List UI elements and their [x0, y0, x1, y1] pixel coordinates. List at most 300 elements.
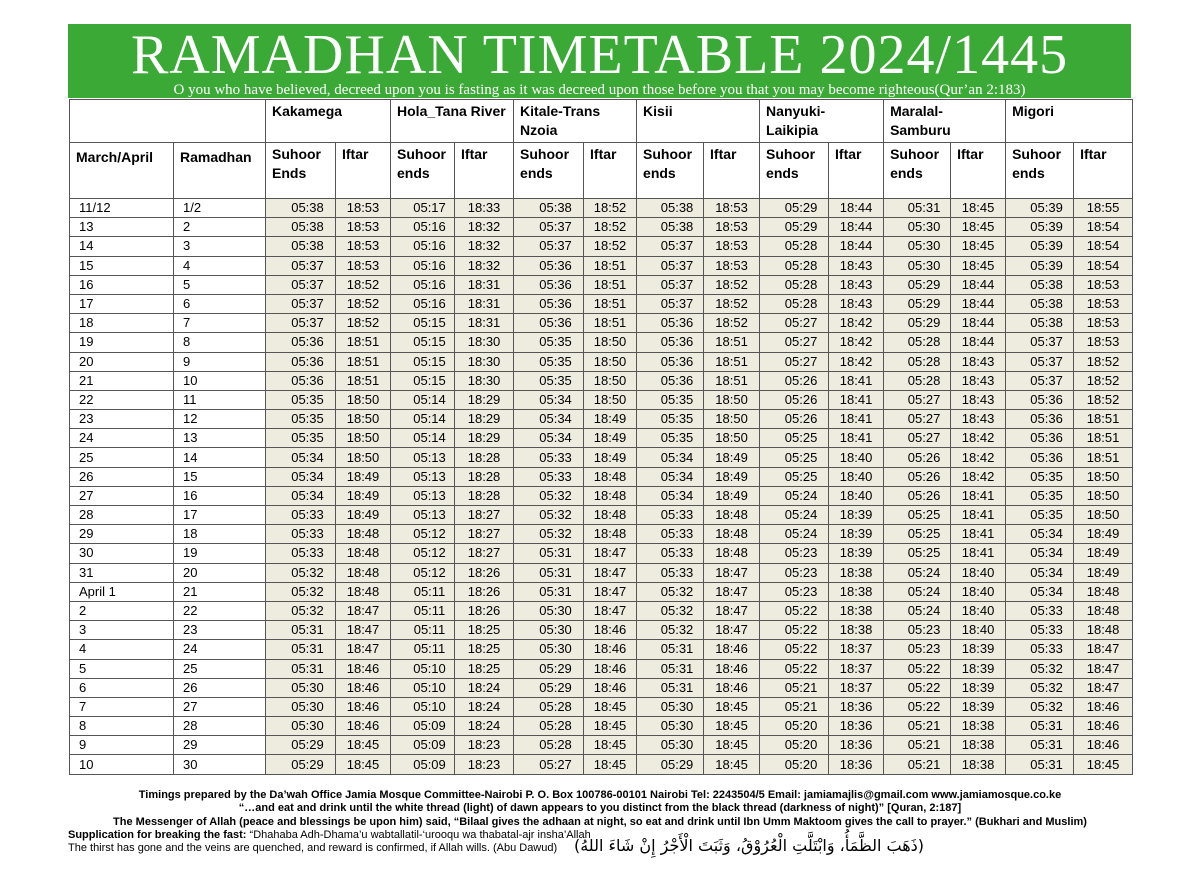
suhoor-time-cell: 05:35	[514, 333, 584, 352]
ramadhan-day-cell: 17	[174, 506, 266, 525]
suhoor-time-cell: 05:34	[637, 467, 704, 486]
iftar-time-cell: 18:39	[951, 678, 1006, 697]
date-cell: 25	[70, 448, 174, 467]
suhoor-time-cell: 05:33	[514, 448, 584, 467]
iftar-time-cell: 18:52	[1074, 352, 1133, 371]
ramadhan-day-cell: 10	[174, 371, 266, 390]
iftar-time-cell: 18:45	[951, 199, 1006, 218]
suhoor-time-cell: 05:30	[514, 640, 584, 659]
suhoor-time-cell: 05:33	[637, 506, 704, 525]
suhoor-time-cell: 05:26	[760, 371, 829, 390]
iftar-time-cell: 18:36	[829, 755, 884, 774]
suhoor-time-cell: 05:39	[1006, 256, 1074, 275]
table-row	[70, 717, 1133, 736]
suhoor-time-cell: 05:27	[884, 429, 951, 448]
suhoor-time-cell: 05:38	[1006, 275, 1074, 294]
iftar-time-cell: 18:50	[584, 333, 637, 352]
iftar-time-cell: 18:38	[951, 717, 1006, 736]
iftar-time-cell: 18:48	[336, 544, 391, 563]
suhoor-time-cell: 05:28	[760, 275, 829, 294]
table-row	[70, 410, 1133, 429]
date-cell: 17	[70, 294, 174, 313]
location-header: Hola_Tana River	[391, 100, 514, 143]
ramadhan-day-cell: 6	[174, 294, 266, 313]
table-row	[70, 659, 1133, 678]
iftar-time-cell: 18:47	[584, 544, 637, 563]
iftar-time-cell: 18:40	[951, 582, 1006, 601]
iftar-time-cell: 18:47	[1074, 659, 1133, 678]
suhoor-header: Suhoor ends	[760, 143, 829, 199]
suhoor-time-cell: 05:34	[1006, 563, 1074, 582]
suhoor-time-cell: 05:31	[884, 199, 951, 218]
suhoor-time-cell: 05:22	[760, 601, 829, 620]
suhoor-time-cell: 05:33	[266, 506, 336, 525]
suhoor-time-cell: 05:29	[884, 294, 951, 313]
suhoor-time-cell: 05:13	[391, 486, 455, 505]
iftar-time-cell: 18:43	[829, 294, 884, 313]
iftar-time-cell: 18:52	[704, 314, 760, 333]
iftar-time-cell: 18:50	[336, 448, 391, 467]
iftar-time-cell: 18:49	[584, 429, 637, 448]
iftar-time-cell: 18:23	[455, 736, 514, 755]
date-cell: 7	[70, 697, 174, 716]
suhoor-time-cell: 05:32	[514, 486, 584, 505]
suhoor-time-cell: 05:37	[637, 275, 704, 294]
suhoor-time-cell: 05:39	[1006, 218, 1074, 237]
suhoor-time-cell: 05:36	[1006, 410, 1074, 429]
suhoor-time-cell: 05:33	[514, 467, 584, 486]
suhoor-time-cell: 05:29	[884, 314, 951, 333]
table-row	[70, 237, 1133, 256]
suhoor-time-cell: 05:36	[266, 352, 336, 371]
suhoor-time-cell: 05:21	[884, 736, 951, 755]
iftar-time-cell: 18:45	[704, 736, 760, 755]
iftar-time-cell: 18:29	[455, 429, 514, 448]
table-row	[70, 294, 1133, 313]
iftar-time-cell: 18:45	[704, 697, 760, 716]
iftar-time-cell: 18:53	[1074, 314, 1133, 333]
iftar-time-cell: 18:48	[336, 525, 391, 544]
date-cell: 26	[70, 467, 174, 486]
date-cell: 2	[70, 601, 174, 620]
ramadhan-day-cell: 11	[174, 390, 266, 409]
iftar-time-cell: 18:51	[584, 294, 637, 313]
suhoor-time-cell: 05:11	[391, 582, 455, 601]
iftar-time-cell: 18:28	[455, 486, 514, 505]
iftar-time-cell: 18:49	[704, 486, 760, 505]
iftar-time-cell: 18:51	[1074, 410, 1133, 429]
iftar-time-cell: 18:53	[704, 256, 760, 275]
table-row	[70, 256, 1133, 275]
suhoor-time-cell: 05:34	[266, 467, 336, 486]
iftar-time-cell: 18:52	[336, 275, 391, 294]
iftar-header: Iftar	[951, 143, 1006, 199]
iftar-time-cell: 18:30	[455, 371, 514, 390]
suhoor-time-cell: 05:36	[1006, 429, 1074, 448]
iftar-time-cell: 18:42	[829, 352, 884, 371]
iftar-time-cell: 18:47	[584, 563, 637, 582]
iftar-time-cell: 18:28	[455, 448, 514, 467]
suhoor-time-cell: 05:37	[1006, 333, 1074, 352]
iftar-time-cell: 18:46	[584, 659, 637, 678]
iftar-time-cell: 18:39	[951, 697, 1006, 716]
iftar-time-cell: 18:45	[584, 736, 637, 755]
suhoor-time-cell: 05:24	[884, 563, 951, 582]
iftar-time-cell: 18:48	[584, 486, 637, 505]
suhoor-header: Suhoor ends	[637, 143, 704, 199]
iftar-time-cell: 18:54	[1074, 218, 1133, 237]
date-cell: 24	[70, 429, 174, 448]
suhoor-time-cell: 05:27	[760, 333, 829, 352]
suhoor-time-cell: 05:31	[637, 640, 704, 659]
suhoor-time-cell: 05:36	[637, 333, 704, 352]
iftar-time-cell: 18:51	[336, 352, 391, 371]
iftar-time-cell: 18:27	[455, 506, 514, 525]
suhoor-time-cell: 05:35	[1006, 486, 1074, 505]
iftar-time-cell: 18:53	[336, 237, 391, 256]
iftar-time-cell: 18:53	[704, 199, 760, 218]
suhoor-time-cell: 05:31	[266, 659, 336, 678]
iftar-time-cell: 18:46	[704, 678, 760, 697]
iftar-time-cell: 18:24	[455, 697, 514, 716]
iftar-time-cell: 18:43	[951, 390, 1006, 409]
iftar-time-cell: 18:43	[829, 256, 884, 275]
iftar-time-cell: 18:50	[1074, 467, 1133, 486]
suhoor-time-cell: 05:37	[637, 256, 704, 275]
suhoor-time-cell: 05:25	[760, 467, 829, 486]
iftar-time-cell: 18:45	[1074, 755, 1133, 774]
suhoor-time-cell: 05:16	[391, 275, 455, 294]
suhoor-time-cell: 05:22	[884, 659, 951, 678]
iftar-time-cell: 18:38	[829, 563, 884, 582]
location-header: Kitale-Trans Nzoia	[514, 100, 637, 143]
suhoor-time-cell: 05:32	[637, 621, 704, 640]
suhoor-time-cell: 05:24	[760, 506, 829, 525]
suhoor-time-cell: 05:22	[760, 659, 829, 678]
suhoor-time-cell: 05:23	[884, 640, 951, 659]
suhoor-time-cell: 05:37	[637, 237, 704, 256]
suhoor-time-cell: 05:32	[637, 582, 704, 601]
table-row	[70, 640, 1133, 659]
iftar-time-cell: 18:27	[455, 525, 514, 544]
iftar-time-cell: 18:52	[336, 314, 391, 333]
iftar-time-cell: 18:29	[455, 410, 514, 429]
suhoor-header: Suhoor ends	[884, 143, 951, 199]
hadith-quote: The Messenger of Allah (peace and blessings be upon him) said, “Bilaal gives the adhaan at night, so eat and drink until Ibn Umm Maktoom gives the call to prayer.” (Bukhari and Muslim)	[113, 816, 1087, 828]
suhoor-time-cell: 05:32	[1006, 697, 1074, 716]
iftar-time-cell: 18:55	[1074, 199, 1133, 218]
iftar-time-cell: 18:52	[584, 218, 637, 237]
iftar-time-cell: 18:46	[584, 621, 637, 640]
iftar-time-cell: 18:48	[1074, 621, 1133, 640]
iftar-time-cell: 18:40	[951, 563, 1006, 582]
iftar-time-cell: 18:32	[455, 218, 514, 237]
suhoor-time-cell: 05:37	[514, 218, 584, 237]
suhoor-time-cell: 05:32	[266, 582, 336, 601]
suhoor-time-cell: 05:38	[514, 199, 584, 218]
suhoor-time-cell: 05:14	[391, 390, 455, 409]
iftar-time-cell: 18:41	[829, 410, 884, 429]
suhoor-time-cell: 05:28	[760, 237, 829, 256]
iftar-time-cell: 18:26	[455, 582, 514, 601]
suhoor-time-cell: 05:36	[514, 314, 584, 333]
iftar-time-cell: 18:48	[704, 525, 760, 544]
table-row	[70, 333, 1133, 352]
supplication-line	[68, 829, 591, 841]
iftar-time-cell: 18:41	[951, 486, 1006, 505]
iftar-time-cell: 18:38	[951, 736, 1006, 755]
suhoor-time-cell: 05:13	[391, 448, 455, 467]
iftar-time-cell: 18:31	[455, 314, 514, 333]
date-cell: 8	[70, 717, 174, 736]
iftar-time-cell: 18:46	[1074, 717, 1133, 736]
iftar-time-cell: 18:42	[829, 314, 884, 333]
ramadhan-day-cell: 1/2	[174, 199, 266, 218]
iftar-time-cell: 18:49	[336, 467, 391, 486]
suhoor-time-cell: 05:13	[391, 506, 455, 525]
suhoor-time-cell: 05:23	[760, 563, 829, 582]
table-row	[70, 544, 1133, 563]
suhoor-time-cell: 05:35	[637, 429, 704, 448]
ramadhan-day-cell: 26	[174, 678, 266, 697]
iftar-time-cell: 18:36	[829, 697, 884, 716]
suhoor-time-cell: 05:36	[266, 333, 336, 352]
iftar-time-cell: 18:45	[951, 256, 1006, 275]
iftar-time-cell: 18:50	[704, 429, 760, 448]
iftar-time-cell: 18:46	[336, 717, 391, 736]
iftar-time-cell: 18:49	[584, 410, 637, 429]
iftar-time-cell: 18:30	[455, 352, 514, 371]
iftar-time-cell: 18:37	[829, 678, 884, 697]
iftar-time-cell: 18:43	[829, 275, 884, 294]
suhoor-time-cell: 05:13	[391, 467, 455, 486]
iftar-time-cell: 18:44	[829, 199, 884, 218]
suhoor-time-cell: 05:14	[391, 429, 455, 448]
suhoor-time-cell: 05:10	[391, 678, 455, 697]
iftar-time-cell: 18:49	[704, 448, 760, 467]
table-row	[70, 218, 1133, 237]
table-row	[70, 352, 1133, 371]
suhoor-time-cell: 05:35	[637, 410, 704, 429]
iftar-time-cell: 18:44	[829, 237, 884, 256]
iftar-time-cell: 18:45	[951, 218, 1006, 237]
iftar-time-cell: 18:51	[1074, 448, 1133, 467]
suhoor-time-cell: 05:31	[1006, 717, 1074, 736]
iftar-time-cell: 18:46	[336, 697, 391, 716]
suhoor-time-cell: 05:26	[884, 467, 951, 486]
suhoor-time-cell: 05:15	[391, 333, 455, 352]
suhoor-time-cell: 05:39	[1006, 199, 1074, 218]
date-cell: 5	[70, 659, 174, 678]
suhoor-time-cell: 05:39	[1006, 237, 1074, 256]
page-title: RAMADHAN TIMETABLE 2024/1445	[130, 24, 1069, 86]
iftar-time-cell: 18:50	[704, 410, 760, 429]
iftar-time-cell: 18:52	[1074, 390, 1133, 409]
table-row	[70, 678, 1133, 697]
suhoor-time-cell: 05:34	[266, 448, 336, 467]
suhoor-time-cell: 05:11	[391, 621, 455, 640]
location-header: Kakamega	[266, 100, 391, 143]
suhoor-time-cell: 05:36	[637, 314, 704, 333]
suhoor-time-cell: 05:32	[514, 506, 584, 525]
iftar-time-cell: 18:44	[829, 218, 884, 237]
iftar-time-cell: 18:52	[704, 294, 760, 313]
iftar-time-cell: 18:53	[336, 218, 391, 237]
ramadhan-day-cell: 29	[174, 736, 266, 755]
suhoor-time-cell: 05:23	[760, 544, 829, 563]
suhoor-time-cell: 05:29	[514, 659, 584, 678]
iftar-time-cell: 18:46	[584, 640, 637, 659]
suhoor-time-cell: 05:37	[266, 275, 336, 294]
suhoor-time-cell: 05:37	[1006, 371, 1074, 390]
suhoor-time-cell: 05:28	[760, 294, 829, 313]
iftar-time-cell: 18:41	[951, 544, 1006, 563]
iftar-time-cell: 18:24	[455, 678, 514, 697]
iftar-time-cell: 18:43	[951, 352, 1006, 371]
table-row	[70, 621, 1133, 640]
suhoor-time-cell: 05:26	[760, 390, 829, 409]
suhoor-time-cell: 05:25	[884, 525, 951, 544]
suhoor-time-cell: 05:27	[884, 390, 951, 409]
iftar-time-cell: 18:47	[1074, 678, 1133, 697]
iftar-time-cell: 18:54	[1074, 237, 1133, 256]
iftar-time-cell: 18:51	[704, 371, 760, 390]
suhoor-time-cell: 05:36	[637, 352, 704, 371]
iftar-time-cell: 18:50	[336, 429, 391, 448]
suhoor-time-cell: 05:12	[391, 544, 455, 563]
table-row	[70, 429, 1133, 448]
date-cell: 31	[70, 563, 174, 582]
iftar-time-cell: 18:31	[455, 294, 514, 313]
suhoor-time-cell: 05:38	[637, 199, 704, 218]
iftar-time-cell: 18:53	[336, 256, 391, 275]
suhoor-time-cell: 05:34	[637, 486, 704, 505]
supplication-meaning: The thirst has gone and the veins are quenched, and reward is confirmed, if Allah wills. (Abu Dawud)	[68, 842, 558, 854]
suhoor-time-cell: 05:10	[391, 659, 455, 678]
suhoor-time-cell: 05:37	[266, 256, 336, 275]
iftar-time-cell: 18:48	[704, 506, 760, 525]
iftar-time-cell: 18:38	[829, 621, 884, 640]
suhoor-time-cell: 05:22	[884, 697, 951, 716]
suhoor-time-cell: 05:28	[884, 371, 951, 390]
suhoor-time-cell: 05:27	[760, 352, 829, 371]
suhoor-time-cell: 05:21	[884, 755, 951, 774]
suhoor-time-cell: 05:30	[884, 256, 951, 275]
suhoor-time-cell: 05:31	[514, 582, 584, 601]
suhoor-time-cell: 05:35	[266, 410, 336, 429]
suhoor-time-cell: 05:36	[1006, 448, 1074, 467]
suhoor-time-cell: 05:27	[884, 410, 951, 429]
iftar-time-cell: 18:51	[584, 256, 637, 275]
ramadhan-day-cell: 3	[174, 237, 266, 256]
iftar-time-cell: 18:41	[951, 506, 1006, 525]
suhoor-time-cell: 05:16	[391, 294, 455, 313]
suhoor-time-cell: 05:30	[637, 736, 704, 755]
date-cell: 18	[70, 314, 174, 333]
iftar-time-cell: 18:48	[336, 582, 391, 601]
suhoor-time-cell: 05:20	[760, 736, 829, 755]
suhoor-time-cell: 05:29	[266, 736, 336, 755]
suhoor-time-cell: 05:30	[637, 697, 704, 716]
iftar-time-cell: 18:50	[584, 390, 637, 409]
iftar-time-cell: 18:39	[951, 659, 1006, 678]
suhoor-time-cell: 05:35	[266, 429, 336, 448]
iftar-time-cell: 18:32	[455, 237, 514, 256]
location-header: Migori	[1006, 100, 1133, 143]
suhoor-time-cell: 05:24	[884, 601, 951, 620]
suhoor-time-cell: 05:16	[391, 218, 455, 237]
iftar-time-cell: 18:52	[1074, 371, 1133, 390]
suhoor-time-cell: 05:31	[1006, 736, 1074, 755]
iftar-time-cell: 18:40	[951, 601, 1006, 620]
iftar-time-cell: 18:41	[829, 390, 884, 409]
ramadhan-day-cell: 9	[174, 352, 266, 371]
suhoor-time-cell: 05:33	[637, 563, 704, 582]
suhoor-time-cell: 05:16	[391, 256, 455, 275]
date-cell: 14	[70, 237, 174, 256]
iftar-header: Iftar	[455, 143, 514, 199]
suhoor-time-cell: 05:31	[637, 659, 704, 678]
iftar-time-cell: 18:38	[951, 755, 1006, 774]
iftar-time-cell: 18:36	[829, 717, 884, 736]
suhoor-time-cell: 05:24	[884, 582, 951, 601]
suhoor-time-cell: 05:32	[1006, 659, 1074, 678]
suhoor-time-cell: 05:31	[1006, 755, 1074, 774]
iftar-time-cell: 18:49	[704, 467, 760, 486]
iftar-time-cell: 18:48	[584, 525, 637, 544]
suhoor-time-cell: 05:27	[514, 755, 584, 774]
suhoor-time-cell: 05:22	[760, 640, 829, 659]
suhoor-time-cell: 05:20	[760, 755, 829, 774]
iftar-time-cell: 18:27	[455, 544, 514, 563]
iftar-time-cell: 18:50	[584, 352, 637, 371]
suhoor-time-cell: 05:36	[514, 294, 584, 313]
iftar-time-cell: 18:51	[704, 333, 760, 352]
suhoor-time-cell: 05:11	[391, 601, 455, 620]
iftar-time-cell: 18:51	[704, 352, 760, 371]
date-cell: April 1	[70, 582, 174, 601]
suhoor-time-cell: 05:20	[760, 717, 829, 736]
suhoor-time-cell: 05:15	[391, 314, 455, 333]
suhoor-time-cell: 05:21	[760, 697, 829, 716]
ramadhan-day-cell: 23	[174, 621, 266, 640]
suhoor-time-cell: 05:34	[514, 390, 584, 409]
suhoor-header: Suhoor ends	[1006, 143, 1074, 199]
suhoor-time-cell: 05:33	[637, 544, 704, 563]
suhoor-time-cell: 05:31	[637, 678, 704, 697]
suhoor-time-cell: 05:30	[514, 621, 584, 640]
suhoor-time-cell: 05:35	[514, 352, 584, 371]
iftar-time-cell: 18:42	[951, 467, 1006, 486]
suhoor-time-cell: 05:21	[884, 717, 951, 736]
suhoor-time-cell: 05:28	[514, 717, 584, 736]
suhoor-time-cell: 05:33	[1006, 640, 1074, 659]
suhoor-time-cell: 05:25	[884, 506, 951, 525]
date-cell: 9	[70, 736, 174, 755]
location-header: Maralal-Samburu	[884, 100, 1006, 143]
suhoor-time-cell: 05:25	[884, 544, 951, 563]
iftar-time-cell: 18:48	[336, 563, 391, 582]
suhoor-time-cell: 05:30	[514, 601, 584, 620]
iftar-time-cell: 18:54	[1074, 256, 1133, 275]
iftar-time-cell: 18:51	[584, 314, 637, 333]
iftar-time-cell: 18:44	[951, 333, 1006, 352]
suhoor-time-cell: 05:38	[637, 218, 704, 237]
iftar-time-cell: 18:30	[455, 333, 514, 352]
suhoor-time-cell: 05:29	[637, 755, 704, 774]
iftar-time-cell: 18:46	[704, 659, 760, 678]
suhoor-time-cell: 05:29	[514, 678, 584, 697]
